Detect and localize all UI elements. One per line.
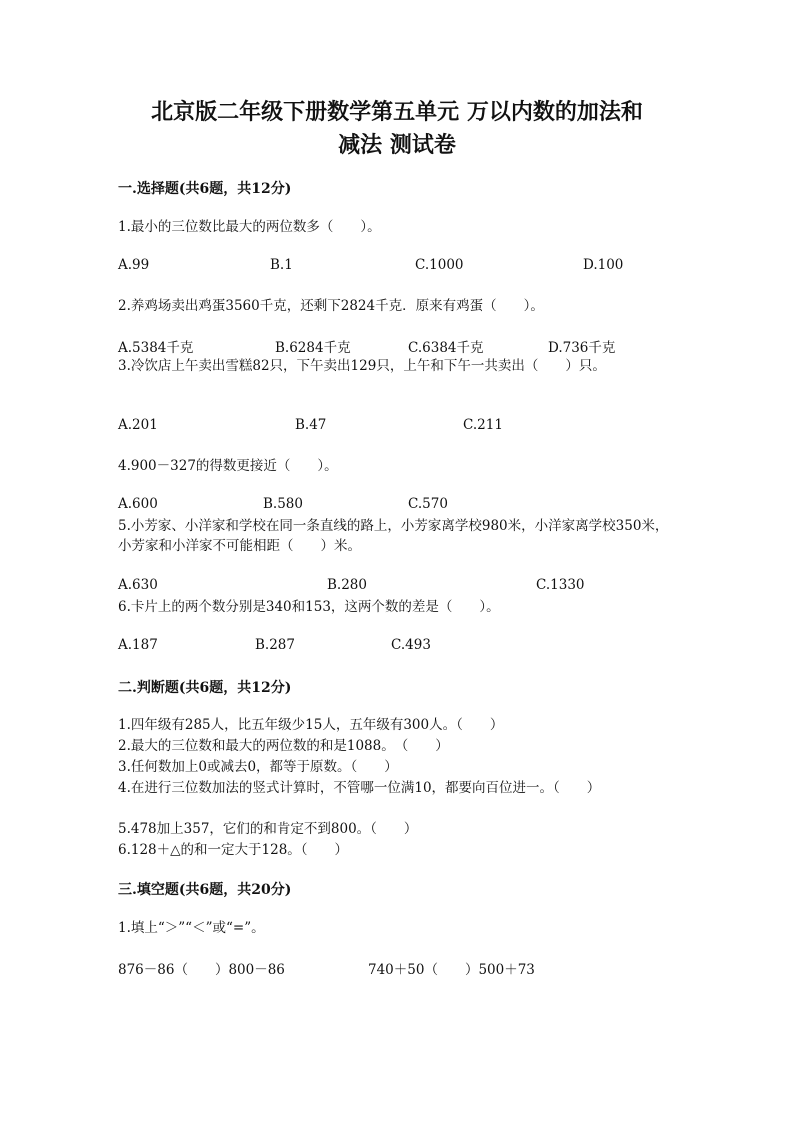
option: C.6384千克	[408, 340, 484, 356]
page-title	[80, 96, 714, 162]
question-text: 2.养鸡场卖出鸡蛋3560千克，还剩下2824千克．原来有鸡蛋（ ）。	[118, 298, 544, 314]
compare-row	[118, 958, 678, 978]
question-text: 1.四年级有285人，比五年级少15人，五年级有300人。（ ）	[118, 717, 504, 733]
section-heading-judgment: 二.判断题(共6题，共12分)	[118, 680, 292, 696]
option: D.100	[583, 257, 624, 273]
compare-item: 876－86（ ）800－86	[118, 962, 285, 978]
option: A.5384千克	[118, 340, 194, 356]
option-row	[118, 637, 678, 657]
option: A.630	[118, 577, 158, 593]
title-line-2: 减法 测试卷	[338, 132, 456, 158]
option: D.736千克	[548, 340, 616, 356]
title-line-1: 北京版二年级下册数学第五单元 万以内数的加法和	[151, 99, 643, 125]
option-row	[118, 496, 678, 516]
question-text: 6.128＋△的和一定大于128。（ ）	[118, 842, 349, 858]
option: C.570	[408, 496, 448, 512]
question-text: 5.478加上357，它们的和肯定不到800。（ ）	[118, 821, 418, 837]
option: B.287	[255, 637, 295, 653]
option-row	[118, 257, 678, 277]
section-heading-choice: 一.选择题(共6题，共12分)	[118, 181, 292, 197]
question-text: 6.卡片上的两个数分别是340和153，这两个数的差是（ ）。	[118, 599, 500, 615]
option-row	[118, 336, 678, 356]
question-text: 5.小芳家、小洋家和学校在同一条直线的路上，小芳家离学校980米，小洋家离学校350米，小芳家和小洋家不可能相距（ ）米。	[118, 518, 669, 554]
option-row	[118, 577, 678, 597]
option: B.1	[270, 257, 293, 273]
option: A.201	[118, 417, 158, 433]
option: B.580	[263, 496, 303, 512]
option: B.6284千克	[275, 340, 351, 356]
option: A.187	[118, 637, 158, 653]
question-text: 4.在进行三位数加法的竖式计算时，不管哪一位满10，都要向百位进一。（ ）	[118, 780, 601, 796]
option: A.99	[118, 257, 150, 273]
option: C.493	[391, 637, 431, 653]
option: C.211	[463, 417, 503, 433]
question-text: 2.最大的三位数和最大的两位数的和是1088。 （ ）	[118, 738, 449, 754]
section-heading-fill-blank: 三.填空题(共6题，共20分)	[118, 882, 292, 898]
question-text: 3.任何数加上0或减去0，都等于原数。（ ）	[118, 759, 398, 775]
option: B.280	[327, 577, 367, 593]
question-text: 4.900－327的得数更接近（ ）。	[118, 458, 338, 474]
question-text: 1.最小的三位数比最大的两位数多（ ）。	[118, 219, 381, 235]
option: C.1000	[415, 257, 464, 273]
option-row	[118, 417, 678, 437]
option: C.1330	[536, 577, 585, 593]
question-text: 1.填上“＞”“＜”或“=”。	[118, 920, 265, 936]
compare-item: 740＋50（ ）500＋73	[368, 962, 535, 978]
option: B.47	[295, 417, 327, 433]
option: A.600	[118, 496, 158, 512]
question-text: 3.冷饮店上午卖出雪糕82只，下午卖出129只，上午和下午一共卖出（ ）只。	[118, 358, 606, 374]
